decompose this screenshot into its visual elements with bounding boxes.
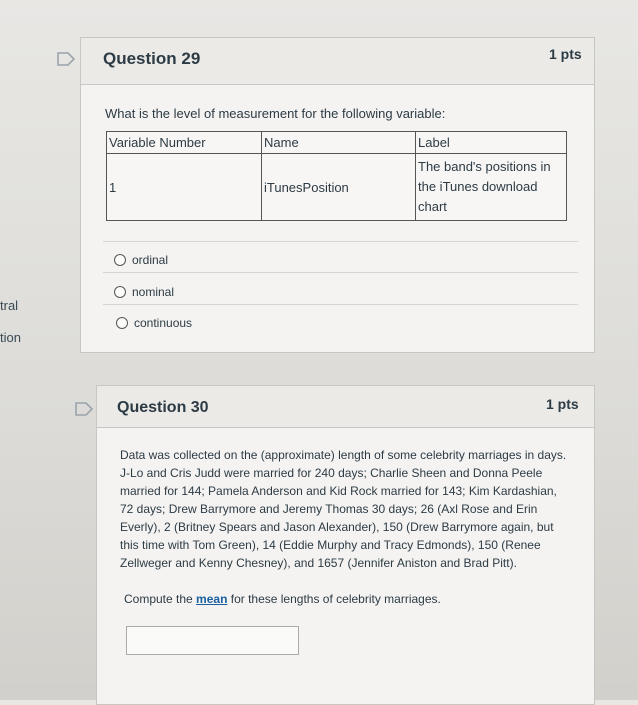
table-cell: 1	[107, 154, 262, 221]
table-header-row	[107, 132, 567, 154]
instruction-text: for these lengths of celebrity marriages.	[227, 592, 441, 606]
answer-option-continuous[interactable]	[116, 316, 192, 330]
question-29-prompt: What is the level of measurement for the following variable:	[105, 106, 446, 121]
answer-option-ordinal[interactable]	[114, 253, 168, 267]
answer-label: continuous	[134, 316, 193, 330]
radio-button[interactable]	[116, 317, 128, 329]
sidebar-fragment-2[interactable]: tion	[0, 330, 21, 345]
answer-divider	[103, 304, 578, 305]
answer-label: nominal	[132, 285, 175, 299]
answer-divider	[103, 272, 578, 273]
answer-option-nominal[interactable]	[114, 285, 174, 299]
question-29-title: Question 29	[103, 49, 201, 68]
radio-button[interactable]	[114, 286, 126, 298]
mean-link[interactable]: mean	[196, 592, 228, 606]
table-header-cell: Variable Number	[107, 132, 262, 154]
flag-question-icon[interactable]	[56, 51, 78, 67]
mean-answer-input[interactable]	[126, 626, 299, 655]
instruction-text: Compute the	[124, 592, 197, 606]
radio-button[interactable]	[114, 254, 126, 266]
question-29-points: 1 pts	[549, 46, 582, 62]
question-30-instruction	[124, 590, 441, 609]
table-header-cell: Name	[262, 132, 416, 154]
question-30-prompt: Data was collected on the (approximate) length of some celebrity marriages in days. J-Lo and Cris Judd were married for 240 days; Charlie Sheen and Donna Peele married for 144; Pamela Anderson and Kid Rock married for 143; Kim Kardashian, 72 days; Drew Barrymore and Jeremy Thomas 30 days; 26 (Axl Rose and Erin Everly), 2 (Britney Spears and Jason Alexander), 150 (Drew Barrymore again, but this time with Tom Green), 14 (Eddie Murphy and Tracy Edmonds), 150 (Renee Zellweger and Kenny Chesney), and 1657 (Jennifer Aniston and Brad Pitt).	[120, 448, 567, 570]
table-cell: iTunesPosition	[262, 154, 416, 221]
table-row	[107, 154, 567, 221]
table-cell: The band's positions in the iTunes download chart	[416, 154, 567, 221]
flag-question-icon[interactable]	[74, 401, 96, 417]
sidebar-fragment-1[interactable]: tral	[0, 298, 19, 313]
variable-table	[106, 131, 567, 221]
table-header-cell: Label	[416, 132, 567, 154]
question-30-points: 1 pts	[546, 396, 579, 412]
answer-label: ordinal	[132, 253, 169, 267]
question-30-title: Question 30	[117, 399, 209, 416]
answer-divider	[103, 241, 578, 242]
